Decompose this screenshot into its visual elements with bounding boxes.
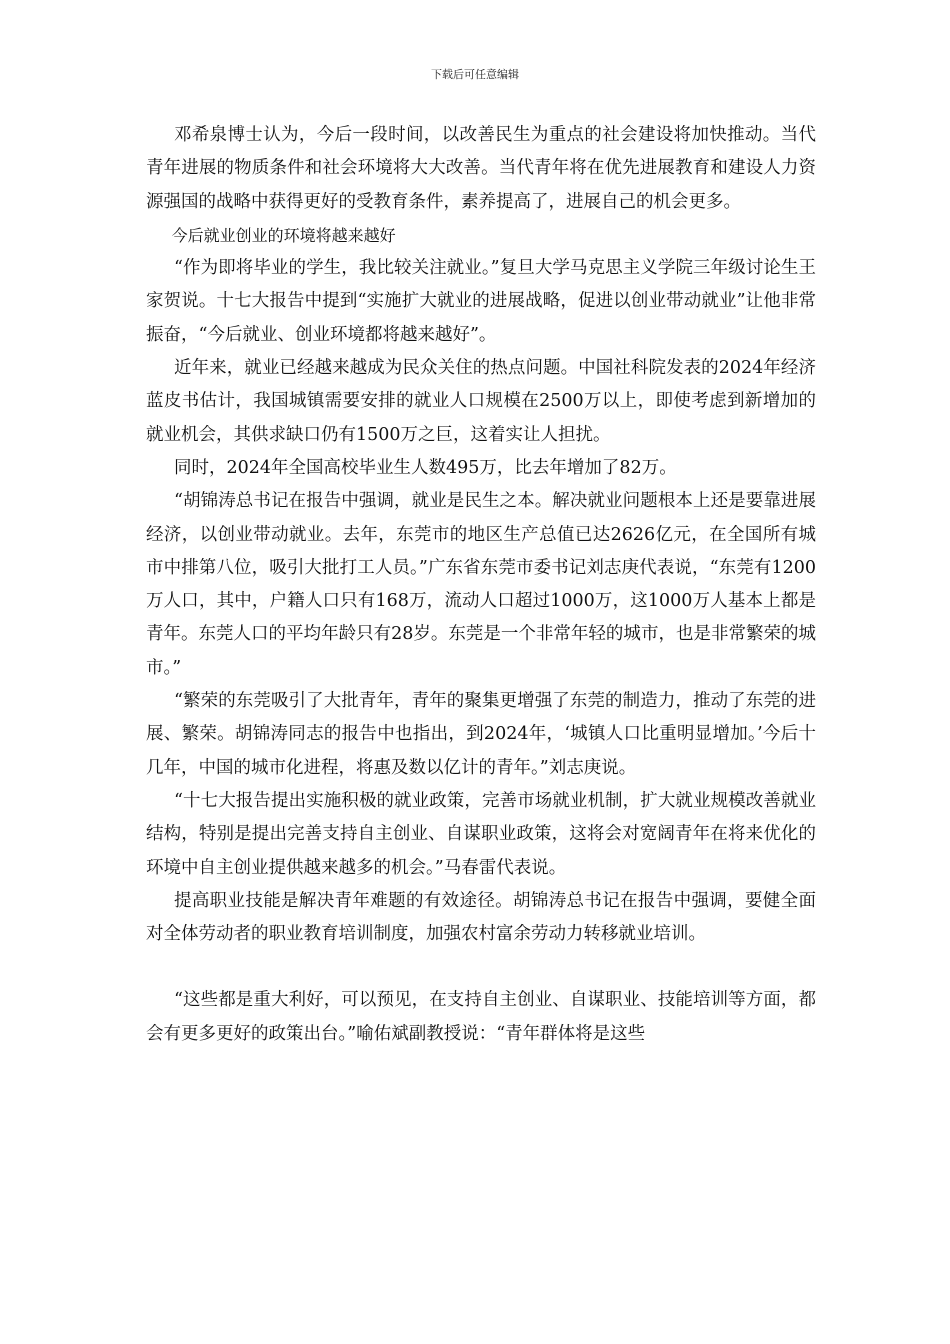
paragraph-ma-chunlei: “十七大报告提出实施积极的就业政策，完善市场就业机制，扩大就业规模改善就业结构，特别是提出完善支持自主创业、自谋职业政策，这将会对宽阔青年在将来优化的环境中自主创业提供越来越多的机会。”马春雷代表说。	[146, 790, 816, 878]
section-heading-employment: 今后就业创业的环境将越来越好	[171, 225, 396, 245]
document-body	[146, 119, 816, 1051]
paragraph-graduates-count: 同时，2024年全国高校毕业生人数495万，比去年增加了82万。	[174, 457, 677, 478]
paragraph-student-wang: “作为即将毕业的学生，我比较关注就业。”复旦大学马克思主义学院三年级讨论生王家贺说。十七大报告中提到“实施扩大就业的进展战略，促进以创业带动就业”让他非常振奋，“今后就业、创业环境都将越来越好”。	[146, 258, 816, 345]
paragraph-deng-xiquan: 邓希泉博士认为，今后一段时间，以改善民生为重点的社会建设将加快推动。当代青年进展的物质条件和社会环境将大大改善。当代青年将在优先进展教育和建设人力资源强国的战略中获得更好的受教育条件，素养提高了，进展自己的机会更多。	[146, 125, 816, 212]
paragraph-dongguan-liu: “胡锦涛总书记在报告中强调，就业是民生之本。解决就业问题根本上还是要靠进展经济，以创业带动就业。去年，东莞市的地区生产总值已达2626亿元，在全国所有城市中排第八位，吸引大批打工人员。”广东省东莞市委书记刘志庚代表说，“东莞有1200万人口，其中，户籍人口只有168万，流动人口超过1000万，这1000万人基本上都是青年。东莞人口的平均年龄只有28岁。东莞是一个非常年轻的城市，也是非常繁荣的城市。”	[146, 491, 816, 678]
page-header-note: 下载后可任意编辑	[431, 68, 519, 81]
paragraph-employment-hotspot: 近年来，就业已经越来越成为民众关住的热点问题。中国社科院发表的2024年经济蓝皮书估计，我国城镇需要安排的就业人口规模在2500万以上，即使考虑到新增加的就业机会，其供求缺口仍有1500万之巨，这着实让人担扰。	[146, 358, 816, 445]
paragraph-yu-youbin: “这些都是重大利好，可以预见，在支持自主创业、自谋职业、技能培训等方面，都会有更多更好的政策出台。”喻佑斌副教授说：“青年群体将是这些	[146, 990, 816, 1044]
paragraph-dongguan-prosperity: “繁荣的东莞吸引了大批青年，青年的聚集更增强了东莞的制造力，推动了东莞的进展、繁荣。胡锦涛同志的报告中也指出，到2024年，‘城镇人口比重明显增加。’今后十几年，中国的城市化进程，将惠及数以亿计的青年。”刘志庚说。	[146, 691, 816, 778]
paragraph-vocational-skills: 提高职业技能是解决青年难题的有效途径。胡锦涛总书记在报告中强调，要健全面对全体劳动者的职业教育培训制度，加强农村富余劳动力转移就业培训。	[146, 890, 816, 945]
